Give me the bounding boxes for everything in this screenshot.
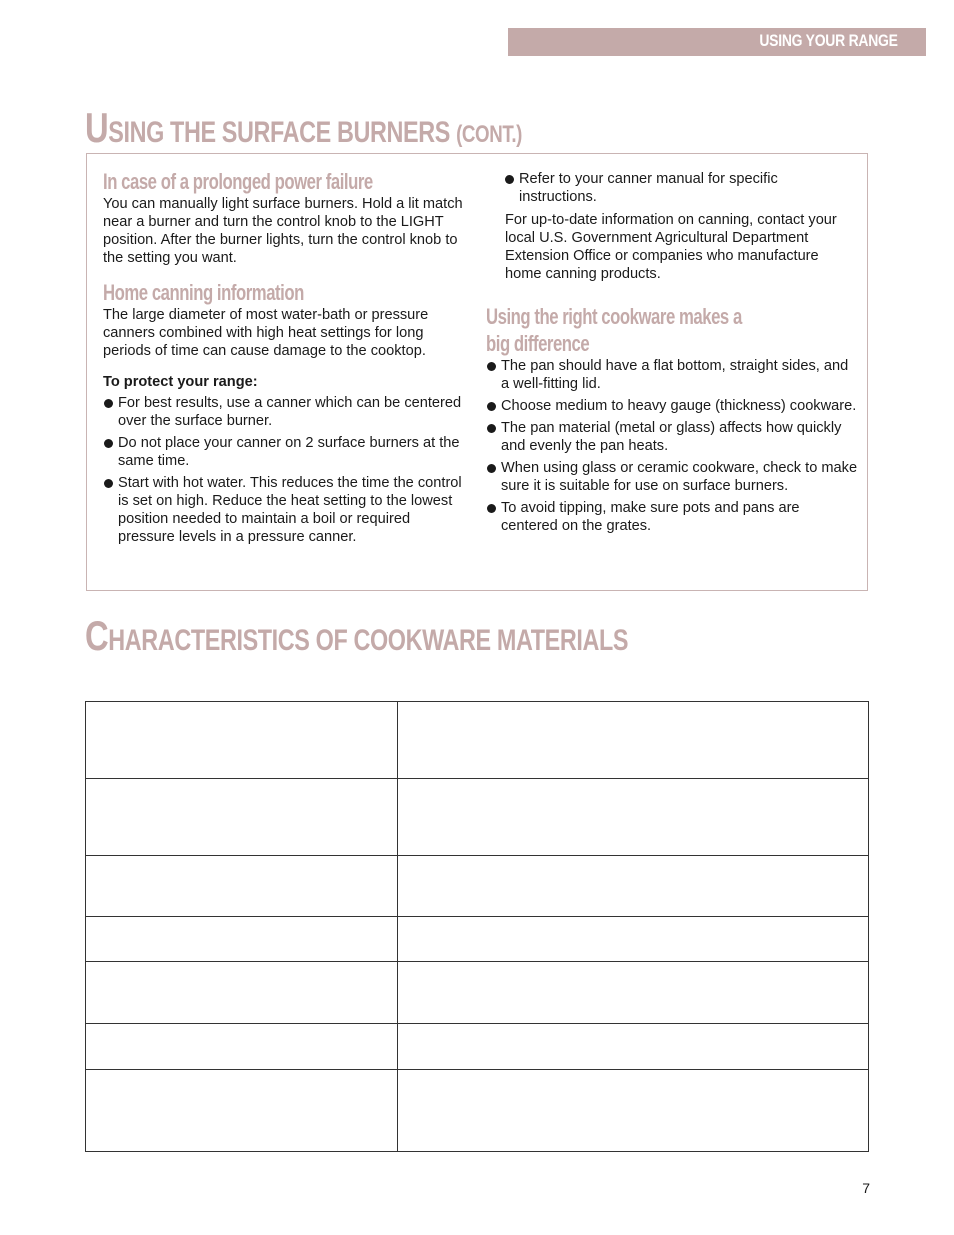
left-column bbox=[103, 168, 465, 550]
table-row bbox=[86, 779, 869, 856]
table-row bbox=[86, 1024, 869, 1070]
canning-text: The large diameter of most water-bath or pressure canners combined with high heat settings for long periods of time can cause damage to the cooktop. bbox=[103, 307, 429, 359]
table-cell bbox=[86, 702, 398, 779]
page-number: 7 bbox=[862, 1180, 870, 1196]
title-initial: C bbox=[85, 612, 109, 659]
list-item: For best results, use a canner which can be centered over the surface burner. bbox=[103, 394, 465, 430]
table-row bbox=[86, 702, 869, 779]
right-column bbox=[486, 170, 858, 539]
table-row bbox=[86, 917, 869, 962]
title-initial: U bbox=[85, 104, 109, 151]
list-item: Do not place your canner on 2 surface burners at the same time. bbox=[103, 434, 465, 470]
table-cell bbox=[398, 1024, 869, 1070]
table-row bbox=[86, 856, 869, 917]
table-cell bbox=[398, 702, 869, 779]
canning-info-text: For up-to-date information on canning, contact your local U.S. Government Agricultural Department Extension Office or companies who manufacture home canning products. bbox=[505, 212, 837, 282]
table-cell bbox=[398, 962, 869, 1024]
title-rest: SING THE SURFACE BURNERS bbox=[108, 116, 450, 149]
table-cell bbox=[398, 917, 869, 962]
protect-label: To protect your range: bbox=[103, 374, 258, 390]
canning-heading: Home canning information bbox=[103, 280, 304, 305]
power-failure-heading: In case of a prolonged power failure bbox=[103, 169, 373, 194]
section-title-cookware-materials bbox=[85, 612, 628, 660]
table-row bbox=[86, 1070, 869, 1152]
table-cell bbox=[86, 917, 398, 962]
canning-bullets bbox=[103, 394, 465, 546]
list-item: Refer to your canner manual for specific instructions. bbox=[504, 170, 858, 206]
list-item: When using glass or ceramic cookware, check to make sure it is suitable for use on surface burners. bbox=[486, 459, 858, 495]
section-title-surface-burners bbox=[85, 104, 522, 152]
header-label: USING YOUR RANGE bbox=[759, 31, 898, 50]
table-cell bbox=[86, 1024, 398, 1070]
table-cell bbox=[86, 1070, 398, 1152]
table-cell bbox=[398, 856, 869, 917]
canner-bullet-list bbox=[504, 170, 858, 206]
list-item: Start with hot water. This reduces the time the control is set on high. Reduce the heat setting to the lowest position needed to maintain a boil or required pressure levels in a pressure canner. bbox=[103, 474, 465, 546]
list-item: Choose medium to heavy gauge (thickness) cookware. bbox=[486, 397, 858, 415]
power-failure-text: You can manually light surface burners. Hold a lit match near a burner and turn the control knob to the LIGHT position. After the burner lights, turn the control knob to the setting you want. bbox=[103, 196, 463, 266]
list-item: The pan material (metal or glass) affects how quickly and evenly the pan heats. bbox=[486, 419, 858, 455]
cookware-materials-table bbox=[85, 701, 869, 1152]
table-row bbox=[86, 962, 869, 1024]
table-cell bbox=[86, 856, 398, 917]
list-item: The pan should have a flat bottom, straight sides, and a well-fitting lid. bbox=[486, 357, 858, 393]
table-cell bbox=[86, 779, 398, 856]
header-bar bbox=[508, 28, 926, 56]
table-cell bbox=[398, 1070, 869, 1152]
title-cont: (CONT.) bbox=[456, 121, 522, 148]
table-cell bbox=[86, 962, 398, 1024]
table-cell bbox=[398, 779, 869, 856]
cookware-heading-line1: Using the right cookware makes a bbox=[486, 304, 742, 329]
cookware-bullets bbox=[486, 357, 858, 535]
list-item: To avoid tipping, make sure pots and pans are centered on the grates. bbox=[486, 499, 858, 535]
title-rest: HARACTERISTICS OF COOKWARE MATERIALS bbox=[108, 624, 629, 657]
cookware-heading-line2: big difference bbox=[486, 331, 590, 356]
